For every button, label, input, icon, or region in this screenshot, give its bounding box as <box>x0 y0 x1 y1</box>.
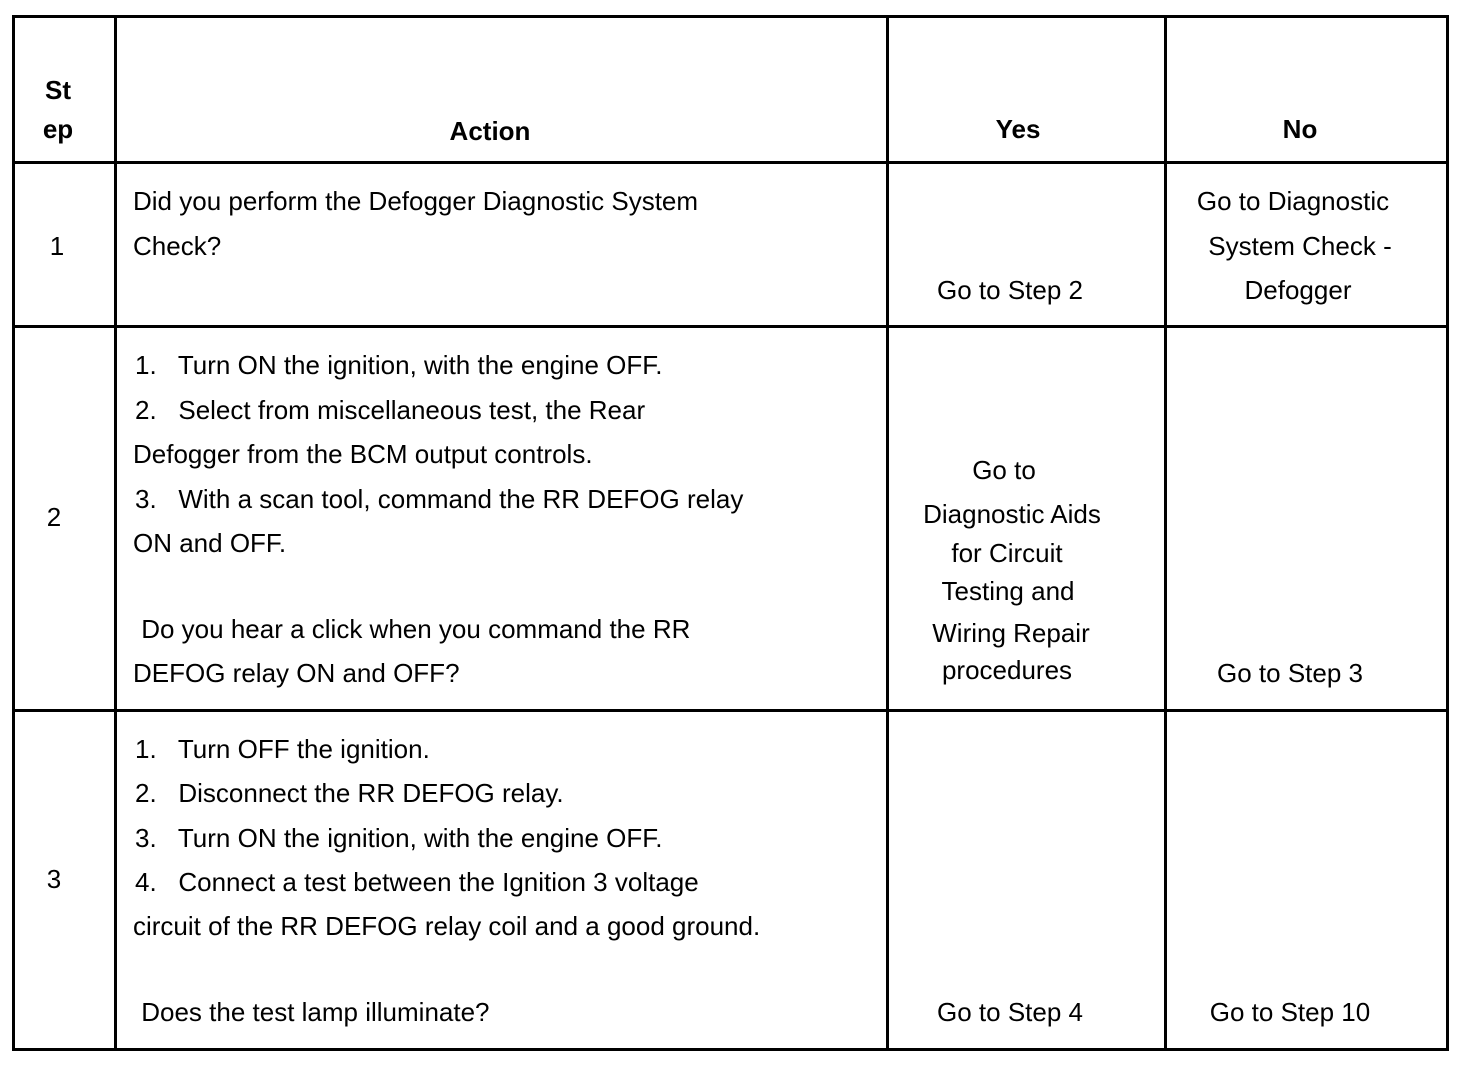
row3-action-line: 2. Disconnect the RR DEFOG relay. <box>135 778 564 808</box>
row-divider <box>12 709 1449 712</box>
row2-action-line: 2. Select from miscellaneous test, the Rear <box>135 395 646 425</box>
table-border-left <box>12 15 15 1051</box>
row2-question-line: DEFOG relay ON and OFF? <box>133 658 460 688</box>
row2-no: Go to Step 3 <box>1217 658 1363 688</box>
column-divider <box>886 15 889 1051</box>
table-border-top <box>12 15 1449 18</box>
row-divider <box>12 325 1449 328</box>
row1-no-line: System Check - <box>1208 231 1392 261</box>
row1-action-line: Check? <box>133 231 222 261</box>
row3-action-line: 4. Connect a test between the Ignition 3 voltage <box>135 867 699 897</box>
row3-yes: Go to Step 4 <box>937 997 1083 1027</box>
row3-no: Go to Step 10 <box>1209 997 1371 1027</box>
column-divider <box>114 15 117 1051</box>
row2-yes-line: procedures <box>941 655 1073 685</box>
row2-yes-line: Testing and <box>941 576 1075 606</box>
header-step-line2: ep <box>42 114 74 144</box>
row3-question: Does the test lamp illuminate? <box>134 997 490 1027</box>
row2-yes-line: Diagnostic Aids <box>923 499 1101 529</box>
header-step-line1: St <box>45 75 71 105</box>
row2-action-line: 3. With a scan tool, command the RR DEFOG relay <box>135 484 744 514</box>
table-border-bottom <box>12 1048 1449 1051</box>
row2-question-line: Do you hear a click when you command the RR <box>134 614 691 644</box>
row2-yes-line: Go to <box>972 455 1036 485</box>
row3-action-line: circuit of the RR DEFOG relay coil and a good ground. <box>133 911 761 941</box>
row1-step: 1 <box>49 231 65 261</box>
row2-action-line: 1. Turn ON the ignition, with the engine OFF. <box>135 350 663 380</box>
row3-action-line: 1. Turn OFF the ignition. <box>135 734 430 764</box>
header-action: Action <box>449 116 531 146</box>
table-border-right <box>1446 15 1449 1051</box>
header-divider <box>12 161 1449 164</box>
row1-yes: Go to Step 2 <box>937 275 1083 305</box>
row2-step: 2 <box>46 502 62 532</box>
row2-yes-line: Wiring Repair <box>932 618 1090 648</box>
row2-yes-line: for Circuit <box>951 538 1063 568</box>
row3-step: 3 <box>46 864 62 894</box>
row3-action-line: 3. Turn ON the ignition, with the engine OFF. <box>135 823 663 853</box>
row1-action-line: Did you perform the Defogger Diagnostic System <box>133 186 699 216</box>
header-yes: Yes <box>995 114 1041 144</box>
row1-no-line: Defogger <box>1244 275 1352 305</box>
row1-no-line: Go to Diagnostic <box>1196 186 1390 216</box>
row2-action-line: ON and OFF. <box>133 528 287 558</box>
row2-action-line: Defogger from the BCM output controls. <box>133 439 593 469</box>
header-no: No <box>1282 114 1318 144</box>
column-divider <box>1164 15 1167 1051</box>
